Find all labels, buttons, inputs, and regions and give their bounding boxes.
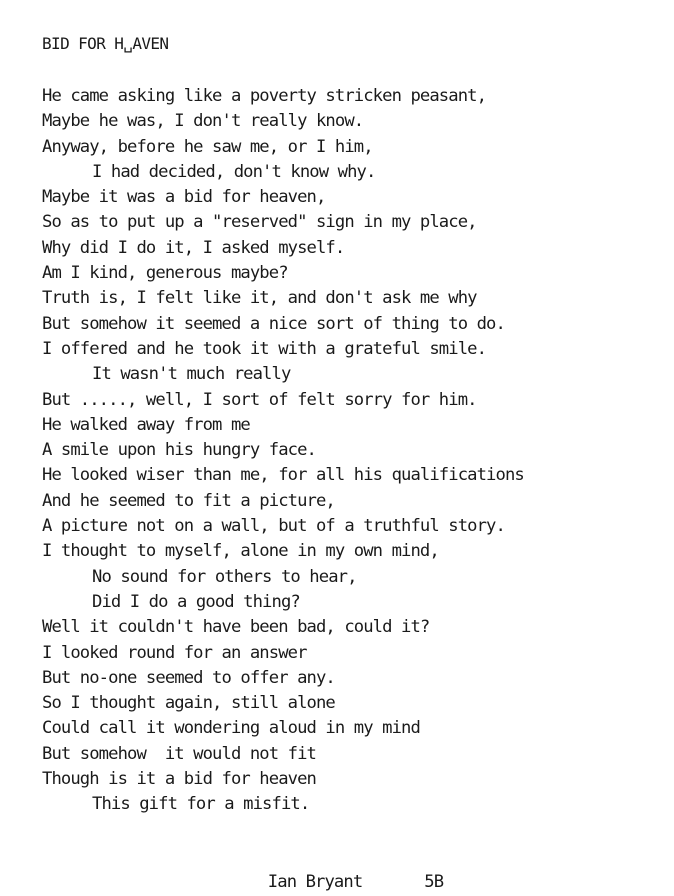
- author-name: Ian Bryant: [267, 872, 363, 892]
- poem-line: But no-one seemed to offer any.: [42, 667, 335, 688]
- poem-line: Maybe it was a bid for heaven,: [42, 187, 326, 208]
- poem-line: So as to put up a "reserved" sign in my place,: [42, 212, 477, 233]
- poem-line: He walked away from me: [42, 414, 250, 435]
- poem-line: So I thought again, still alone: [42, 693, 335, 714]
- poem-line: Am I kind, generous maybe?: [42, 263, 288, 284]
- poem-line: Did I do a good thing?: [92, 591, 300, 612]
- poem-line: He came asking like a poverty stricken peasant,: [42, 86, 487, 106]
- poem-line: He looked wiser than me, for all his qualifications: [42, 465, 524, 486]
- poem-line: I had decided, don't know why.: [92, 161, 376, 182]
- poem-line: It wasn't much really: [92, 364, 291, 385]
- poem-line: A picture not on a wall, but of a truthful story.: [42, 516, 505, 537]
- poem-line: Truth is, I felt like it, and don't ask me why: [42, 288, 477, 309]
- poem-line: But ....., well, I sort of felt sorry for him.: [42, 389, 477, 410]
- form-label: 5B: [424, 872, 444, 892]
- poem-line: Maybe he was, I don't really know.: [42, 111, 364, 132]
- poem-title: BID FOR H␣AVEN: [42, 34, 169, 53]
- signature: [230, 846, 443, 896]
- poem-line: And he seemed to fit a picture,: [42, 490, 335, 511]
- poem-line: No sound for others to hear,: [92, 566, 357, 587]
- poem-line: I looked round for an answer: [42, 642, 307, 663]
- poem-line: I offered and he took it with a grateful smile.: [42, 338, 487, 359]
- poem-line: This gift for a misfit.: [92, 794, 310, 815]
- poem-line: Anyway, before he saw me, or I him,: [42, 136, 373, 157]
- poem-line: Why did I do it, I asked myself.: [42, 237, 345, 258]
- poem-line: Well it couldn't have been bad, could it?: [42, 617, 430, 638]
- poem-line: A smile upon his hungry face.: [42, 440, 316, 461]
- poem-line: Could call it wondering aloud in my mind: [42, 718, 420, 739]
- poem-line: I thought to myself, alone in my own mind,: [42, 541, 439, 562]
- poem-body: [42, 84, 524, 818]
- poem-line: But somehow it seemed a nice sort of thing to do.: [42, 313, 505, 334]
- poem-line: Though is it a bid for heaven: [42, 769, 316, 790]
- poem-line: But somehow it would not fit: [42, 743, 316, 764]
